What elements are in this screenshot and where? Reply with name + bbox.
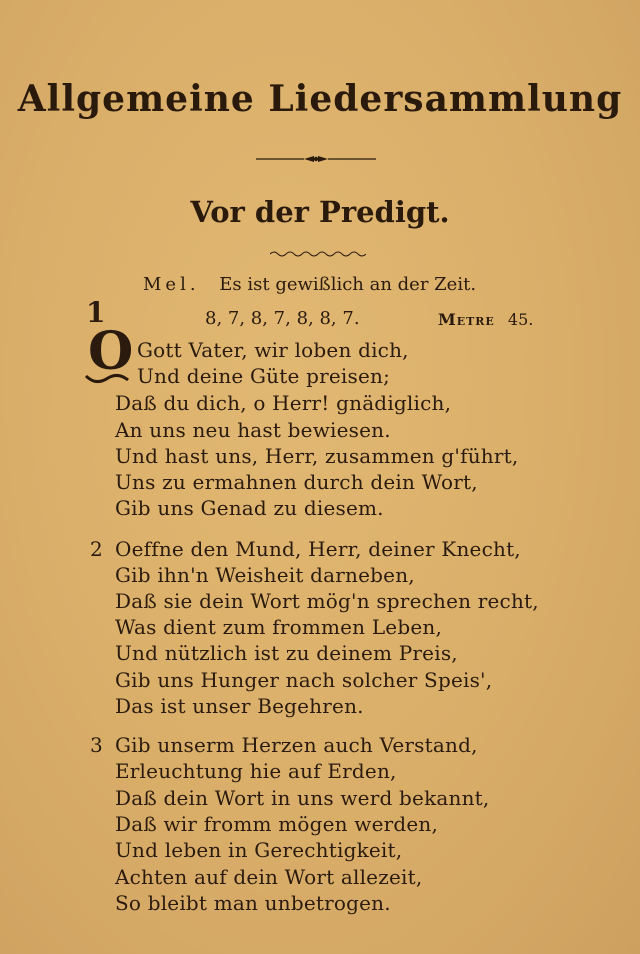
section-title: Vor der Predigt. [190,195,450,229]
verse-3-line-4: Daß wir fromm mögen werden, [115,812,439,836]
verse-3-number: 3 [90,733,103,757]
book-title: Allgemeine Liedersammlung [17,78,623,120]
melody-name: Es ist gewißlich an der Zeit. [219,274,477,295]
verse-3-line-6: Achten auf dein Wort allezeit, [115,865,423,889]
drop-cap [84,321,134,390]
verse-2-number: 2 [90,537,103,561]
verse-2-line-7: Das ist unser Begehren. [115,694,364,718]
meter-pattern: 8, 7, 8, 7, 8, 8, 7. [205,308,360,329]
verse-2-line-6: Gib uns Hunger nach solcher Speis', [115,668,493,692]
verse-3-line-5: Und leben in Gerechtigkeit, [115,838,403,862]
melody-label: Mel. [143,274,200,295]
metre-number: 45. [507,310,534,329]
melody-line [143,274,476,295]
verse-1-line-5: Und hast uns, Herr, zusammen g'führt, [115,444,519,468]
wave-divider-icon [270,248,366,260]
verse-3-line-1: Gib unserm Herzen auch Verstand, [115,733,478,757]
verse-2-line-3: Daß sie dein Wort mög'n sprechen recht, [115,589,539,613]
verse-1-line-1: Gott Vater, wir loben dich, [137,338,409,362]
verse-3-line-2: Erleuchtung hie auf Erden, [115,759,397,783]
verse-1-line-6: Uns zu ermahnen durch dein Wort, [115,470,478,494]
verse-2-line-5: Und nützlich ist zu deinem Preis, [115,641,458,665]
verse-3-line-3: Daß dein Wort in uns werd bekannt, [115,786,490,810]
verse-2-line-2: Gib ihn'n Weisheit darneben, [115,563,415,587]
hymn-number: 1 [86,296,106,329]
verse-1-line-4: An uns neu hast bewiesen. [115,418,391,442]
drop-cap-letter: O [88,321,134,382]
verse-3-line-7: So bleibt man unbetrogen. [115,891,391,915]
metre-label: Metre [438,310,495,329]
verse-2-line-4: Was dient zum frommen Leben, [115,615,443,639]
verse-1-line-2: Und deine Güte preisen; [137,364,391,388]
ornament-divider-icon [256,152,376,166]
verse-1-line-7: Gib uns Genad zu diesem. [115,496,384,520]
verse-1-line-3: Daß du dich, o Herr! gnädiglich, [115,391,452,415]
metre-reference [438,310,533,329]
verse-2-line-1: Oeffne den Mund, Herr, deiner Knecht, [115,537,521,561]
drop-cap-swash-icon [84,368,130,388]
